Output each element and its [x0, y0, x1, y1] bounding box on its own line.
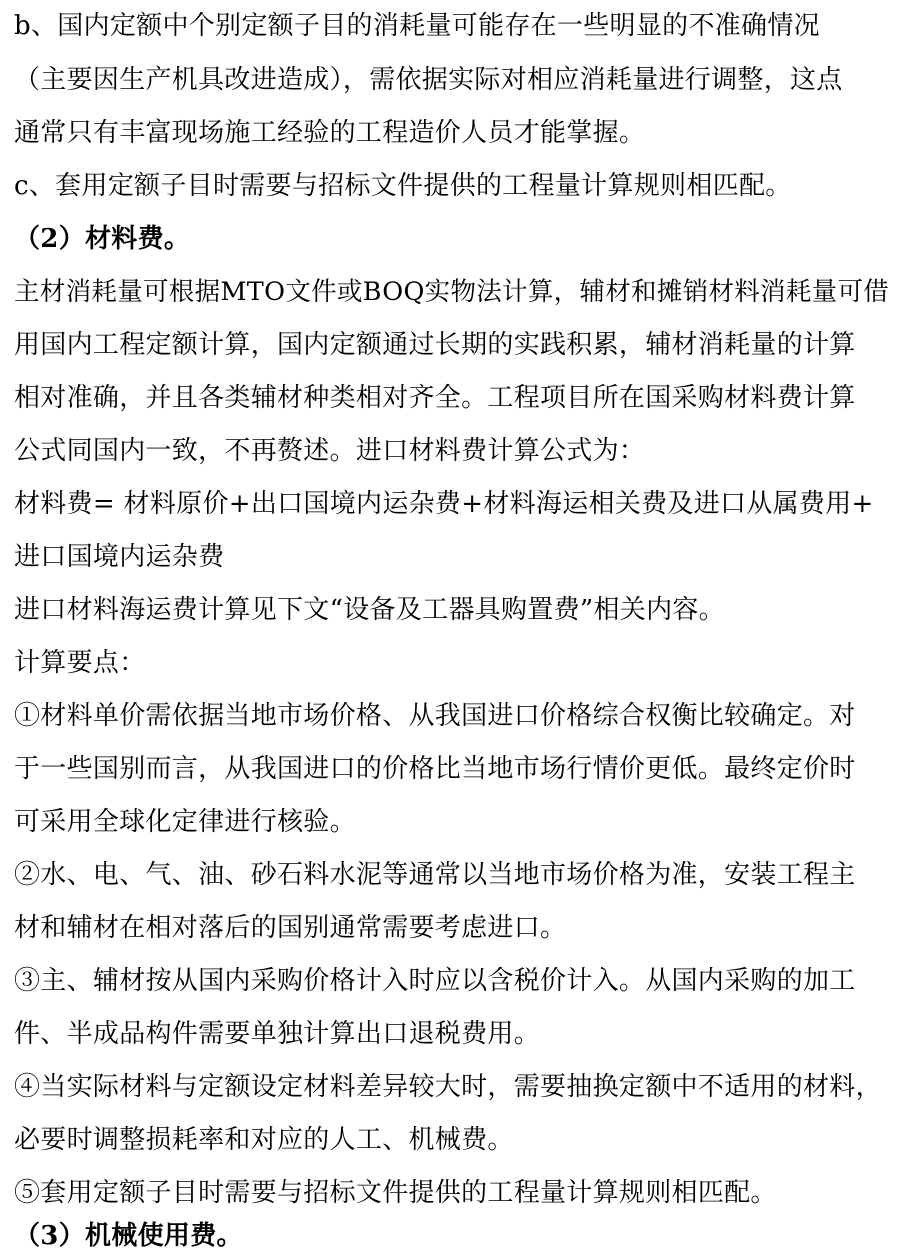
list-item: 件、半成品构件需要单独计算出口退税费用。: [14, 1019, 541, 1049]
text-line: 公式同国内一致，不再赘述。进口材料费计算公式为：: [14, 436, 646, 466]
list-item: ②水、电、气、油、砂石料水泥等通常以当地市场价格为准，安装工程主: [14, 860, 856, 890]
formula-line: 进口国境内运杂费: [14, 542, 225, 572]
text-line: 用国内工程定额计算，国内定额通过长期的实践积累，辅材消耗量的计算: [14, 330, 856, 360]
list-item: 材和辅材在相对落后的国别通常需要考虑进口。: [14, 913, 567, 943]
text-line: 相对准确，并且各类辅材种类相对齐全。工程项目所在国采购材料费计算: [14, 383, 856, 413]
list-item: 必要时调整损耗率和对应的人工、机械费。: [14, 1125, 514, 1155]
text-line: b、国内定额中个别定额子目的消耗量可能存在一些明显的不准确情况: [14, 11, 820, 41]
section-heading-materials: （2）材料费。: [14, 224, 191, 254]
text-line: 进口材料海运费计算见下文“设备及工器具购置费”相关内容。: [14, 595, 725, 625]
text-line: 通常只有丰富现场施工经验的工程造价人员才能掌握。: [14, 118, 646, 148]
list-item: ③主、辅材按从国内采购价格计入时应以含税价计入。从国内采购的加工: [14, 966, 856, 996]
text-line: 主材消耗量可根据MTO文件或BOQ实物法计算，辅材和摊销材料消耗量可借: [14, 277, 890, 307]
list-item: 可采用全球化定律进行核验。: [14, 807, 356, 837]
text-line: c、套用定额子目时需要与招标文件提供的工程量计算规则相匹配。: [14, 171, 792, 201]
list-item: ④当实际材料与定额设定材料差异较大时，需要抽换定额中不适用的材料，: [14, 1072, 882, 1102]
list-item: ①材料单价需依据当地市场价格、从我国进口价格综合权衡比较确定。对: [14, 701, 856, 731]
subheading-key-points: 计算要点：: [14, 648, 146, 678]
list-item: ⑤套用定额子目时需要与招标文件提供的工程量计算规则相匹配。: [14, 1178, 777, 1208]
section-heading-machinery: （3）机械使用费。: [14, 1221, 243, 1251]
formula-line: 材料费= 材料原价+出口国境内运杂费+材料海运相关费及进口从属费用+: [14, 489, 874, 519]
list-item: 于一些国别而言，从我国进口的价格比当地市场行情价更低。最终定价时: [14, 754, 856, 784]
text-line: （主要因生产机具改进造成），需依据实际对相应消耗量进行调整，这点: [14, 65, 843, 95]
